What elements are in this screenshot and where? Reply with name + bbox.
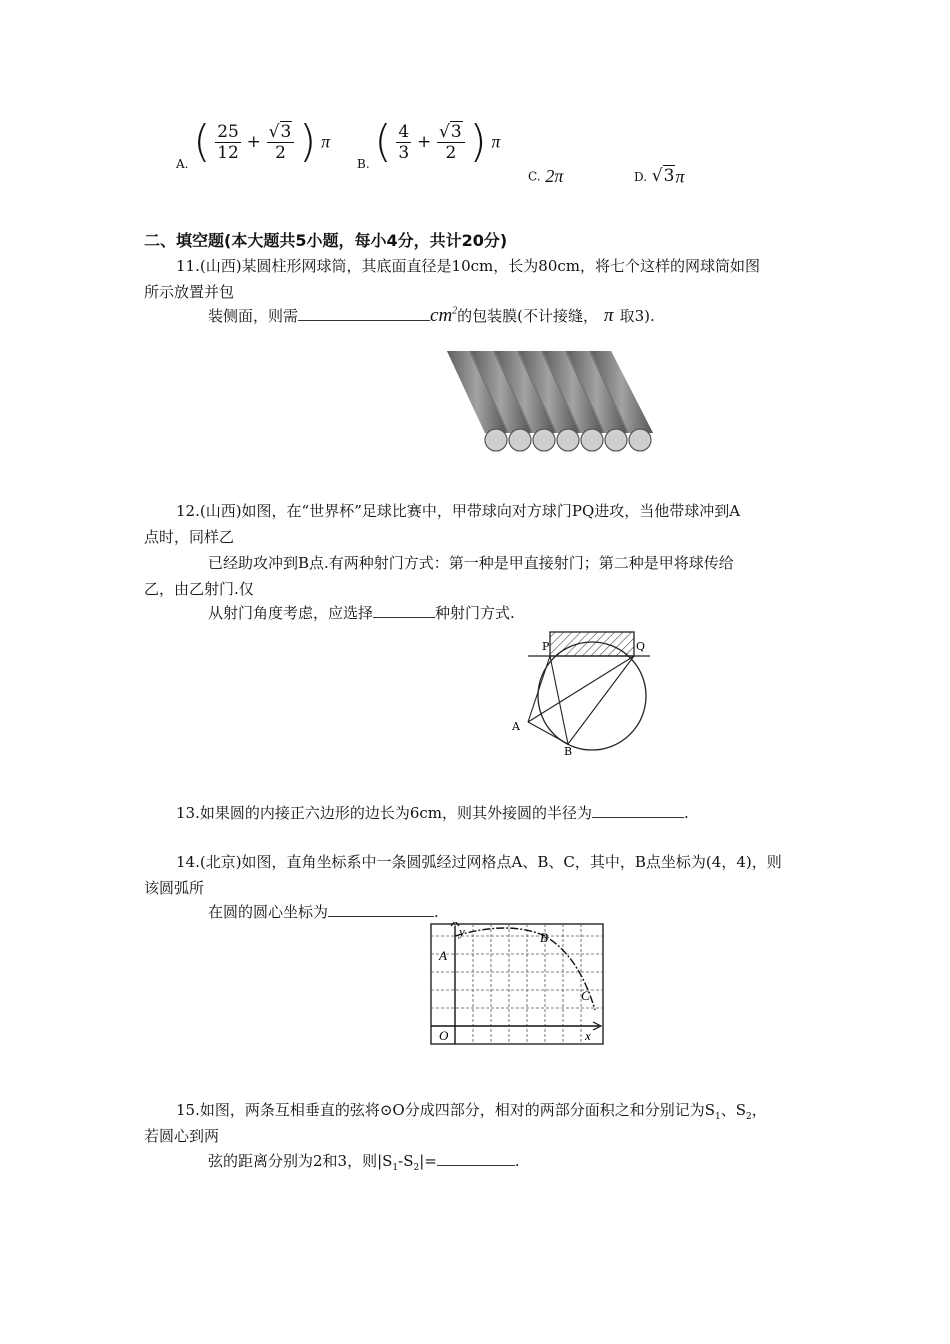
option-a: $_{A.}$ ( $\frac{25}{12}$ + $\frac{√3}{2}$ ) π	[176, 116, 331, 171]
q15-line3: 弦的距离分别为2和3，则$|S_1-S_2|=$ .	[208, 1152, 520, 1173]
option-b: $_{B.}$ ( $\frac{4}{3}$ + $\frac{√3}{2}$ ) π	[357, 116, 501, 171]
q13-answer-blank[interactable]	[592, 803, 684, 818]
q14-answer-blank[interactable]	[328, 902, 434, 917]
goal-rect	[550, 632, 634, 656]
label-c: C	[581, 988, 590, 1003]
label-a: A	[512, 720, 520, 733]
q12-line5: 从射门角度考虑，应选择 种射门方式.	[208, 604, 515, 622]
option-a-letter: A.	[176, 157, 189, 171]
option-d-sqrt: √3	[651, 166, 675, 186]
label-b: B	[564, 745, 573, 756]
axes	[431, 926, 599, 1044]
label-p: P	[542, 640, 550, 653]
q14-grid-figure	[429, 922, 605, 1046]
label-q: Q	[636, 640, 646, 653]
fraction-sqrt3-2: $\frac{√3}{2}$	[267, 122, 295, 163]
right-paren: )	[299, 116, 317, 167]
left-paren: (	[374, 116, 392, 167]
label-a: A	[439, 948, 447, 963]
left-paren: (	[193, 116, 211, 167]
option-c-expr: 2π	[545, 166, 564, 186]
q15-line1: 15.如图，两条互相垂直的弦将⊙O分成四部分，相对的两部分面积之和分别记为$S_1$、$S_2$，	[176, 1101, 767, 1122]
q11-line2: 所示放置并包	[144, 283, 235, 301]
section-title: 二、填空题(本大题共5小题，每小4分，共计20分)	[144, 231, 508, 250]
right-paren: )	[469, 116, 487, 167]
q11-line3: 装侧面，则需 $cm^2$的包装膜(不计接缝， π 取3).	[208, 305, 655, 326]
option-c	[528, 166, 563, 187]
circle-arc	[455, 928, 595, 1010]
option-b-letter: B.	[357, 157, 370, 171]
label-y: y	[459, 924, 465, 939]
option-c-letter: C.	[528, 169, 541, 184]
q11-unit: $cm^2$	[430, 305, 458, 326]
label-o: O	[439, 1028, 449, 1043]
q12-answer-blank[interactable]	[373, 603, 435, 618]
q14-line3: 在圆的圆心坐标为 .	[208, 903, 439, 921]
q12-line2: 点时，同样乙	[144, 528, 235, 546]
q15-line2: 若圆心到两	[144, 1127, 220, 1145]
q12-line1: 12.(山西)如图，在“世界杯”足球比赛中，甲带球向对方球门PQ进攻，当他带球冲到A	[176, 502, 741, 520]
q12-line3: 已经助攻冲到B点.有两种射门方式：第一种是甲直接射门；第二种是甲将球传给	[208, 554, 734, 572]
option-d-letter: D.	[634, 170, 648, 184]
q14-line1: 14.(北京)如图，直角坐标系中一条圆弧经过网格点A、B、C，其中，B点坐标为(4，4)，则	[176, 853, 782, 871]
q14-line2: 该圆弧所	[144, 879, 205, 897]
fraction-sqrt3-2: $\frac{√3}{2}$	[437, 122, 465, 163]
fraction-4-3: $\frac{4}{3}$	[398, 121, 410, 163]
label-x: x	[585, 1028, 591, 1043]
q11-answer-blank[interactable]	[298, 306, 430, 321]
q15-answer-blank[interactable]	[437, 1151, 515, 1166]
shot-lines	[528, 656, 634, 744]
q13-line: 13.如果圆的内接正六边形的边长为6cm，则其外接圆的半径为 .	[176, 804, 689, 822]
option-d: D. √3π	[634, 166, 685, 187]
q11-cylinders-figure	[441, 347, 661, 457]
fraction-25-12: $\frac{25}{12}$	[217, 121, 239, 163]
q12-goal-figure	[510, 626, 650, 756]
label-b: B	[540, 930, 548, 945]
q11-line1: 11.(山西)某圆柱形网球筒，其底面直径是10cm，长为80cm，将七个这样的网球筒如图	[176, 257, 760, 275]
q12-line4: 乙，由乙射门.仅	[144, 580, 254, 598]
